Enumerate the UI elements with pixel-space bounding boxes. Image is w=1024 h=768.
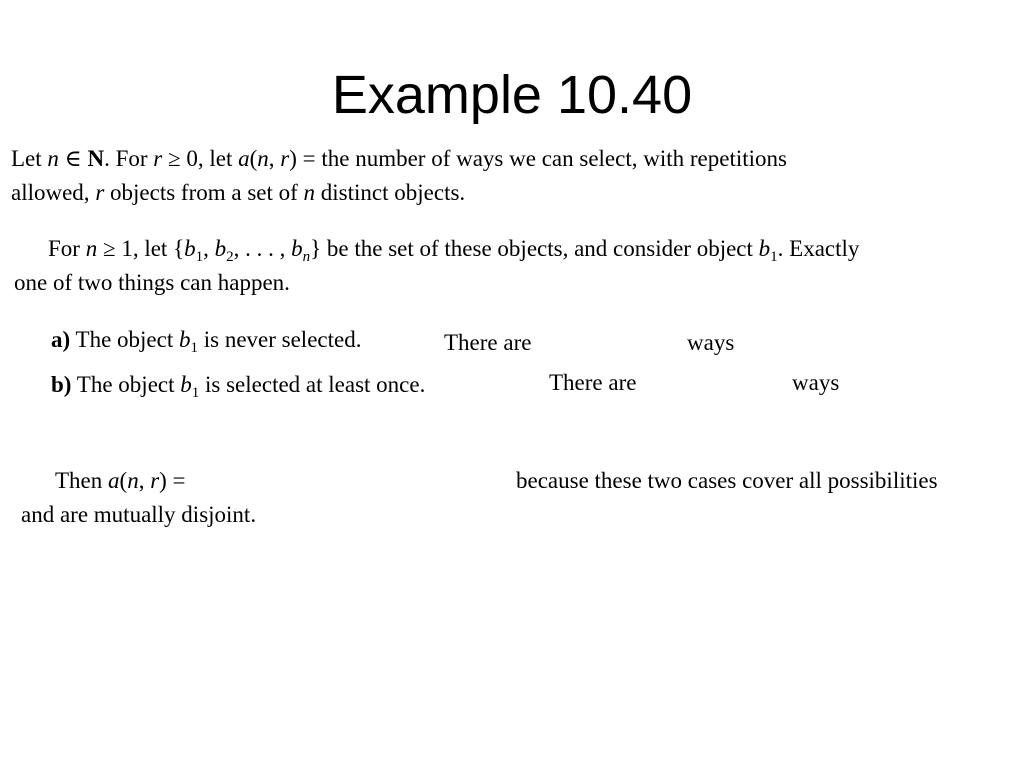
text: ( (119, 468, 128, 493)
para1-line2 (11, 178, 465, 208)
conclusion-then (55, 466, 186, 496)
text: objects from a set of (110, 180, 298, 205)
var-n: n (47, 146, 59, 171)
text: , (203, 236, 209, 261)
text: ( (249, 146, 258, 171)
subscript: 1 (770, 249, 778, 265)
var-a: a (238, 146, 250, 171)
case-b-label: b) (51, 372, 72, 397)
text: , (268, 146, 275, 171)
var-b: b (758, 236, 771, 261)
case-a-ways: ways (687, 330, 735, 355)
para2-line1 (48, 234, 859, 272)
subscript: n (302, 249, 311, 265)
naturals-symbol: N (87, 146, 105, 171)
subscript: 1 (191, 385, 200, 401)
text: } be the set of these objects, and consider object (310, 236, 753, 261)
para2-line2: one of two things can happen. (14, 270, 290, 295)
var-b: b (291, 236, 303, 261)
var-n: n (257, 146, 269, 171)
conclusion-because: because these two cases cover all possibilities (516, 468, 938, 493)
case-b-there-are: There are (549, 370, 637, 395)
text: The object (76, 372, 175, 397)
var-a: a (108, 468, 120, 493)
text: . Exactly (777, 236, 860, 261)
var-n: n (303, 180, 316, 205)
text: allowed, (11, 180, 90, 205)
text: The object (75, 327, 174, 352)
case-a-there-are: There are (444, 330, 532, 355)
var-b: b (180, 372, 192, 397)
text: is never selected. (203, 327, 362, 352)
text: ) = (159, 468, 186, 493)
var-n: n (85, 236, 98, 261)
text: Let (11, 146, 42, 171)
text: For (48, 236, 80, 261)
subscript: 1 (195, 249, 204, 265)
var-b: b (214, 236, 227, 261)
text: ) = the number of ways we can select, with repetitions (289, 146, 787, 171)
slide-title: Example 10.40 (331, 65, 693, 125)
element-of-symbol: ∈ (64, 146, 82, 171)
var-r: r (153, 146, 163, 171)
var-b: b (184, 236, 196, 261)
var-b: b (178, 327, 191, 352)
case-b-ways: ways (792, 370, 840, 395)
case-a-label: a) (51, 327, 71, 352)
text: distinct objects. (320, 180, 466, 205)
text: , (138, 468, 145, 493)
text: is selected at least once. (205, 372, 426, 397)
var-n: n (127, 468, 139, 493)
var-r: r (95, 180, 105, 205)
subscript: 1 (190, 340, 198, 356)
var-r: r (150, 468, 160, 493)
text: . For (104, 146, 148, 171)
case-b (51, 370, 425, 408)
var-r: r (280, 146, 290, 171)
text: Then (55, 468, 103, 493)
subscript: 2 (226, 249, 234, 265)
text: , . . . , (233, 236, 286, 261)
para1-line1 (11, 144, 787, 174)
conclusion-line2: and are mutually disjoint. (21, 502, 257, 527)
case-a (51, 325, 361, 363)
text: ≥ 1, let { (102, 236, 185, 261)
text: ≥ 0, let (167, 146, 233, 171)
